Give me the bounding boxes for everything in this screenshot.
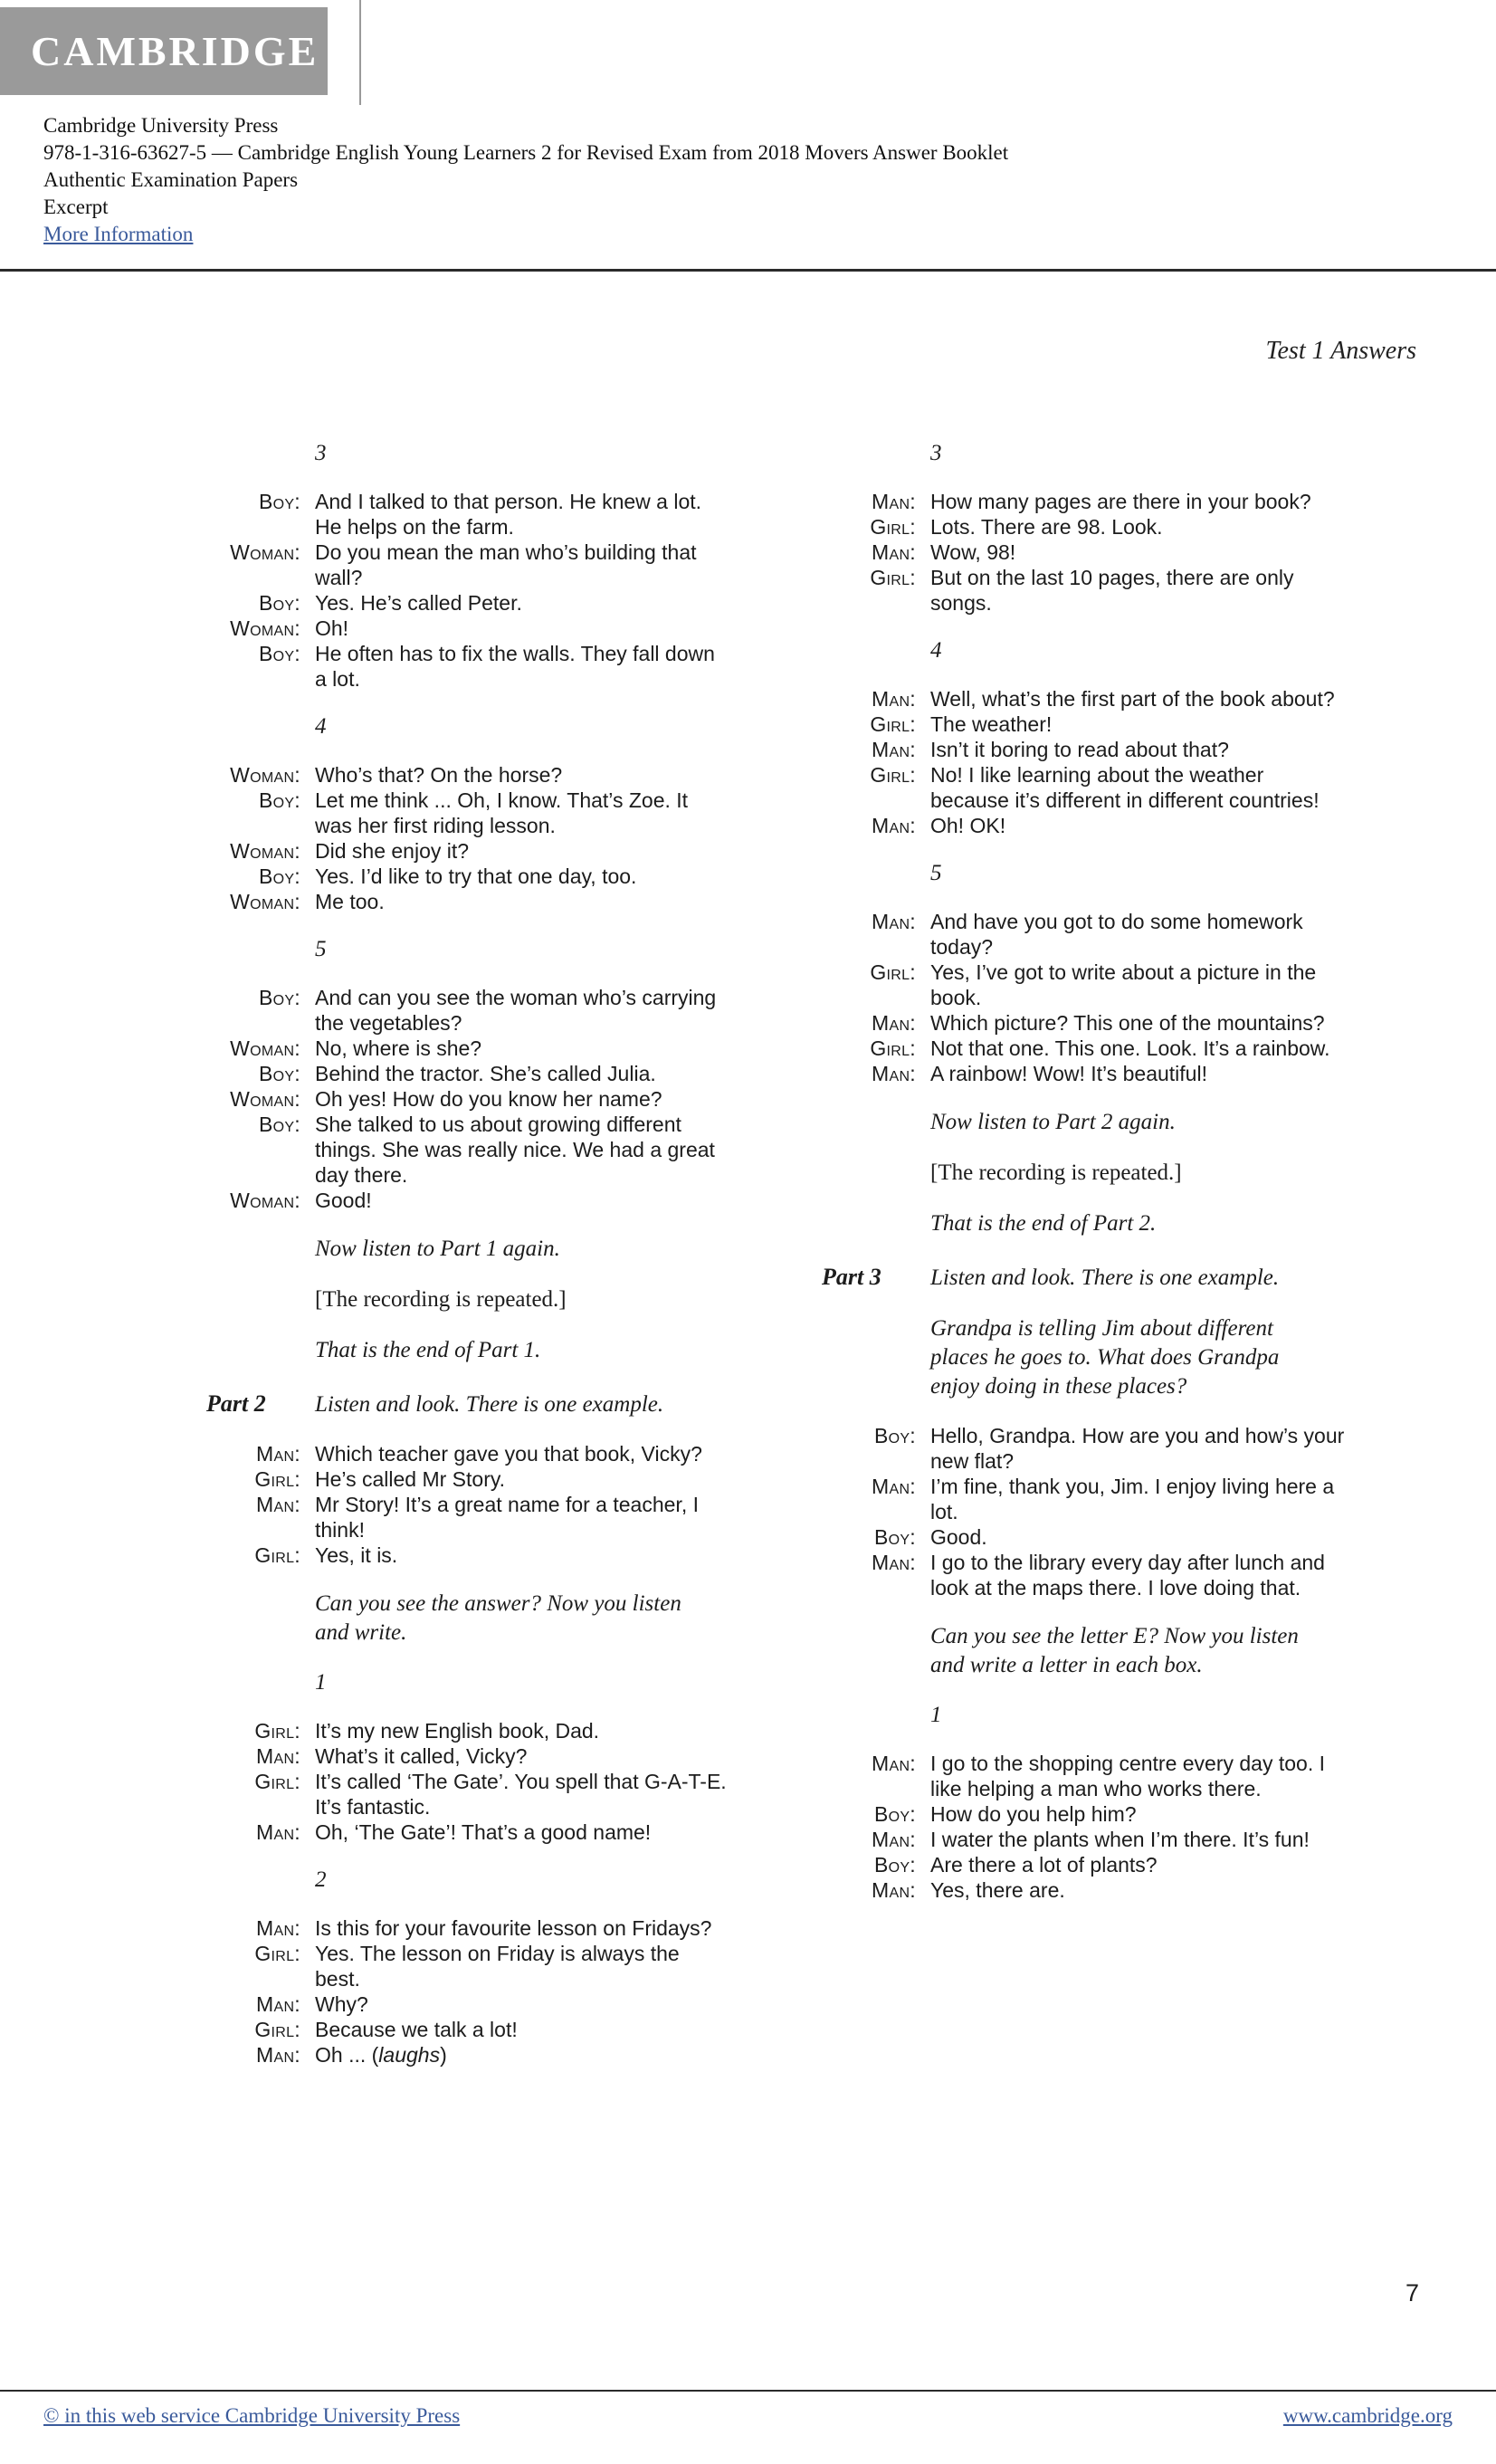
stage-direction: Now listen to Part 1 again.: [315, 1237, 560, 1261]
speaker-label: Man:: [256, 2043, 300, 2067]
speaker-label: Man:: [256, 1744, 300, 1768]
dialogue-line: [206, 616, 729, 641]
dialogue-line: [206, 1036, 729, 1061]
dialogue-line: [822, 1036, 1345, 1061]
speaker-label: Man:: [872, 1752, 916, 1775]
utterance-text: I go to the library every day after lunch and look at the maps there. I love doing that.: [930, 1551, 1325, 1600]
stage-direction: Can you see the answer? Now you listen and write.: [315, 1591, 681, 1645]
dialogue-line: [206, 1991, 729, 2017]
utterance-text: Who’s that? On the horse?: [315, 763, 563, 787]
utterance-text: And I talked to that person. He knew a lot. He helps on the farm.: [315, 490, 702, 539]
utterance-text: It’s my new English book, Dad.: [315, 1719, 600, 1743]
part-label: Part 2: [206, 1390, 266, 1417]
speaker-label: Boy:: [873, 1525, 916, 1549]
recording-note: [The recording is repeated.]: [315, 1287, 567, 1312]
speaker-label: Boy:: [873, 1424, 916, 1447]
dialogue-line: [206, 1061, 729, 1086]
utterance-text: Yes, I’ve got to write about a picture in the book.: [930, 960, 1317, 1009]
publisher-line: Cambridge University Press: [43, 114, 279, 137]
transcript: [206, 440, 1345, 2068]
utterance-text: No, where is she?: [315, 1036, 482, 1060]
dialogue-line: [206, 864, 729, 889]
speaker-label: Woman:: [230, 1036, 300, 1060]
speaker-label: Girl:: [870, 763, 916, 787]
dialogue-line: [822, 909, 1345, 960]
dialogue-line: [822, 686, 1345, 712]
dialogue-line: [822, 960, 1345, 1010]
speaker-label: Man:: [872, 814, 916, 837]
dialogue-line: [822, 1827, 1345, 1852]
dialogue-block: [822, 686, 1345, 838]
speaker-label: Girl:: [254, 2018, 300, 2041]
stage-direction: Now listen to Part 2 again.: [930, 1110, 1176, 1134]
utterance-text: I’m fine, thank you, Jim. I enjoy living here a lot.: [930, 1475, 1335, 1523]
speaker-label: Girl:: [870, 960, 916, 984]
speaker-label: Girl:: [254, 1543, 300, 1567]
utterance-text: I water the plants when I’m there. It’s fun!: [930, 1828, 1310, 1851]
section-number: 5: [315, 937, 327, 961]
speaker-label: Woman:: [230, 763, 300, 787]
utterance-text: Wow, 98!: [930, 540, 1016, 564]
utterance-text: Behind the tractor. She’s called Julia.: [315, 1062, 656, 1085]
speaker-label: Man:: [872, 687, 916, 711]
speaker-label: Girl:: [870, 566, 916, 589]
utterance-text: And have you got to do some homework today?: [930, 910, 1303, 959]
speaker-label: Man:: [256, 1820, 300, 1844]
dialogue-line: [822, 737, 1345, 762]
dialogue-block: [206, 985, 729, 1213]
part-heading: [206, 1390, 729, 1419]
speaker-label: Boy:: [258, 864, 300, 888]
dialogue-line: [206, 1915, 729, 1941]
dialogue-block: [206, 1441, 729, 1568]
dialogue-block: [822, 1751, 1345, 1903]
dialogue-line: [822, 514, 1345, 540]
utterance-text: Well, what’s the first part of the book about?: [930, 687, 1335, 711]
dialogue-line: [206, 1086, 729, 1112]
speaker-label: Man:: [872, 910, 916, 933]
speaker-label: Woman:: [230, 1189, 300, 1212]
stage-direction: Can you see the letter E? Now you listen and write a letter in each box.: [930, 1624, 1299, 1677]
dialogue-line: [206, 2017, 729, 2042]
header-rule: [0, 269, 1496, 272]
speaker-label: Girl:: [254, 1770, 300, 1793]
more-information-link[interactable]: More Information: [43, 223, 194, 245]
speaker-label: Woman:: [230, 1087, 300, 1111]
speaker-label: Man:: [256, 1916, 300, 1940]
dialogue-line: [822, 1550, 1345, 1600]
footer-rule: [0, 2390, 1496, 2392]
dialogue-line: [822, 1524, 1345, 1550]
stage-direction: Grandpa is telling Jim about different places he goes to. What does Grandpa enjoy doing in these places?: [930, 1316, 1280, 1399]
header-vertical-rule: [359, 0, 361, 105]
speaker-label: Woman:: [230, 890, 300, 913]
utterance-text: And can you see the woman who’s carrying the vegetables?: [315, 986, 717, 1035]
utterance-text: Good!: [315, 1189, 372, 1212]
speaker-label: Man:: [256, 1493, 300, 1516]
page-title: Test 1 Answers: [1265, 337, 1416, 365]
speaker-label: Man:: [872, 738, 916, 761]
dialogue-line: [822, 712, 1345, 737]
copyright-link[interactable]: © in this web service Cambridge University Press: [43, 2404, 461, 2427]
dialogue-line: [206, 838, 729, 864]
speaker-label: Man:: [872, 1878, 916, 1902]
dialogue-line: [206, 2042, 729, 2068]
excerpt-line: Excerpt: [43, 196, 109, 218]
dialogue-line: [822, 1061, 1345, 1086]
dialogue-line: [822, 1474, 1345, 1524]
dialogue-block: [822, 1423, 1345, 1600]
part-label: Part 3: [822, 1264, 881, 1290]
dialogue-line: [206, 1718, 729, 1743]
dialogue-line: [822, 540, 1345, 565]
dialogue-block: [206, 1718, 729, 1845]
dialogue-block: [822, 909, 1345, 1086]
utterance-text: Is this for your favourite lesson on Fridays?: [315, 1916, 712, 1940]
dialogue-line: [822, 1010, 1345, 1036]
utterance-text: Why?: [315, 1992, 368, 2016]
dialogue-line: [206, 1441, 729, 1466]
dialogue-line: [822, 1801, 1345, 1827]
dialogue-line: [206, 1492, 729, 1542]
utterance-text: Which teacher gave you that book, Vicky?: [315, 1442, 702, 1466]
dialogue-line: [822, 1852, 1345, 1877]
utterance-text: How do you help him?: [930, 1802, 1137, 1826]
speaker-label: Woman:: [230, 540, 300, 564]
part-instruction: Listen and look. There is one example.: [930, 1265, 1280, 1290]
utterance-text: Lots. There are 98. Look.: [930, 515, 1163, 539]
utterance-text: She talked to us about growing different things. She was really nice. We had a great day there.: [315, 1113, 715, 1187]
section-number: 4: [930, 638, 942, 663]
dialogue-line: [822, 813, 1345, 838]
speaker-label: Man:: [872, 1551, 916, 1574]
dialogue-line: [206, 1188, 729, 1213]
speaker-label: Man:: [256, 1992, 300, 2016]
utterance-text: Let me think ... Oh, I know. That’s Zoe. It was her first riding lesson.: [315, 788, 689, 837]
speaker-label: Boy:: [873, 1802, 916, 1826]
isbn-line: 978-1-316-63627-5 — Cambridge English Young Learners 2 for Revised Exam from 2018 Movers Answer Booklet: [43, 141, 1009, 164]
speaker-label: Boy:: [258, 788, 300, 812]
speaker-label: Girl:: [254, 1719, 300, 1743]
utterance-text: Yes. The lesson on Friday is always the best.: [315, 1942, 680, 1991]
dialogue-line: [206, 1743, 729, 1769]
utterance-text: Oh!: [315, 616, 349, 640]
utterance-text: Good.: [930, 1525, 987, 1549]
utterance-text: Not that one. This one. Look. It’s a rainbow.: [930, 1036, 1330, 1060]
utterance-text: Isn’t it boring to read about that?: [930, 738, 1229, 761]
dialogue-line: [206, 540, 729, 590]
speaker-label: Man:: [872, 1011, 916, 1035]
utterance-text: Yes, it is.: [315, 1543, 398, 1567]
dialogue-line: [822, 489, 1345, 514]
section-number: 3: [315, 441, 327, 465]
speaker-label: Girl:: [870, 712, 916, 736]
dialogue-line: [822, 762, 1345, 813]
utterance-text: Are there a lot of plants?: [930, 1853, 1158, 1877]
dialogue-block: [206, 1915, 729, 2068]
utterance-text: Oh! OK!: [930, 814, 1006, 837]
utterance-text: The weather!: [930, 712, 1053, 736]
utterance-text: But on the last 10 pages, there are only songs.: [930, 566, 1294, 615]
dialogue-line: [206, 1542, 729, 1568]
dialogue-block: [822, 489, 1345, 616]
recording-note: [The recording is repeated.]: [930, 1160, 1182, 1185]
utterance-text: Hello, Grandpa. How are you and how’s your new flat?: [930, 1424, 1345, 1473]
speaker-label: Man:: [872, 1828, 916, 1851]
transcript-column-right: [822, 440, 1345, 2068]
website-link[interactable]: www.cambridge.org: [1282, 2404, 1453, 2427]
speaker-label: Boy:: [258, 591, 300, 615]
transcript-column-left: [206, 440, 729, 2068]
utterance-text: Because we talk a lot!: [315, 2018, 518, 2041]
section-number: 5: [930, 861, 942, 885]
speaker-label: Woman:: [230, 616, 300, 640]
utterance-text: Yes. I’d like to try that one day, too.: [315, 864, 637, 888]
dialogue-line: [206, 1112, 729, 1188]
dialogue-line: [822, 1751, 1345, 1801]
speaker-label: Man:: [872, 1475, 916, 1498]
speaker-label: Man:: [872, 1062, 916, 1085]
speaker-label: Girl:: [870, 515, 916, 539]
dialogue-block: [206, 762, 729, 914]
dialogue-line: [206, 641, 729, 692]
utterance-text: Which picture? This one of the mountains?: [930, 1011, 1325, 1035]
series-line: Authentic Examination Papers: [43, 168, 299, 191]
section-number: 3: [930, 441, 942, 465]
utterance-text: I go to the shopping centre every day too. I like helping a man who works there.: [930, 1752, 1326, 1800]
dialogue-line: [206, 762, 729, 788]
part-instruction: Listen and look. There is one example.: [315, 1392, 664, 1417]
utterance-text: A rainbow! Wow! It’s beautiful!: [930, 1062, 1207, 1085]
utterance-text: Oh yes! How do you know her name?: [315, 1087, 662, 1111]
dialogue-line: [206, 1769, 729, 1819]
utterance-text: Did she enjoy it?: [315, 839, 470, 863]
speaker-label: Man:: [872, 540, 916, 564]
part-heading: [822, 1264, 1345, 1293]
utterance-text: Mr Story! It’s a great name for a teacher, I think!: [315, 1493, 699, 1542]
cambridge-logo: [0, 7, 328, 95]
utterance-text: What’s it called, Vicky?: [315, 1744, 528, 1768]
utterance-text: Me too.: [315, 890, 385, 913]
speaker-label: Girl:: [254, 1467, 300, 1491]
speaker-label: Man:: [872, 490, 916, 513]
speaker-label: Woman:: [230, 839, 300, 863]
utterance-text: He’s called Mr Story.: [315, 1467, 506, 1491]
speaker-label: Girl:: [870, 1036, 916, 1060]
speaker-label: Boy:: [258, 1113, 300, 1136]
utterance-text: It’s called ‘The Gate’. You spell that G-A-T-E. It’s fantastic.: [315, 1770, 727, 1819]
dialogue-line: [206, 1941, 729, 1991]
dialogue-line: [822, 1423, 1345, 1474]
page-number: 7: [1405, 2279, 1419, 2306]
dialogue-line: [206, 1819, 729, 1845]
dialogue-line: [822, 565, 1345, 616]
utterance-text: Oh, ‘The Gate’! That’s a good name!: [315, 1820, 652, 1844]
speaker-label: Girl:: [254, 1942, 300, 1965]
header-meta: [43, 112, 1008, 248]
section-number: 1: [315, 1670, 327, 1695]
stage-direction: That is the end of Part 2.: [930, 1211, 1157, 1236]
speaker-label: Boy:: [258, 1062, 300, 1085]
dialogue-block: [206, 489, 729, 692]
dialogue-line: [206, 889, 729, 914]
dialogue-line: [206, 788, 729, 838]
utterance-text: How many pages are there in your book?: [930, 490, 1311, 513]
stage-direction: That is the end of Part 1.: [315, 1338, 541, 1362]
dialogue-line: [206, 1466, 729, 1492]
section-number: 4: [315, 714, 327, 739]
speaker-label: Boy:: [258, 986, 300, 1009]
dialogue-line: [206, 590, 729, 616]
dialogue-line: [206, 489, 729, 540]
dialogue-line: [822, 1877, 1345, 1903]
utterance-text: No! I like learning about the weather because it’s different in different countries!: [930, 763, 1320, 812]
speaker-label: Boy:: [258, 490, 300, 513]
utterance-text: Yes, there are.: [930, 1878, 1065, 1902]
utterance-text: He often has to fix the walls. They fall down a lot.: [315, 642, 715, 691]
speaker-label: Man:: [256, 1442, 300, 1466]
utterance-text: Do you mean the man who’s building that wall?: [315, 540, 697, 589]
speaker-label: Boy:: [258, 642, 300, 665]
utterance-text: Oh ... (laughs): [315, 2043, 447, 2067]
dialogue-line: [206, 985, 729, 1036]
section-number: 2: [315, 1867, 327, 1892]
section-number: 1: [930, 1703, 942, 1727]
utterance-text: Yes. He’s called Peter.: [315, 591, 522, 615]
cambridge-logo-text: CAMBRIDGE: [31, 28, 319, 74]
speaker-label: Boy:: [873, 1853, 916, 1877]
